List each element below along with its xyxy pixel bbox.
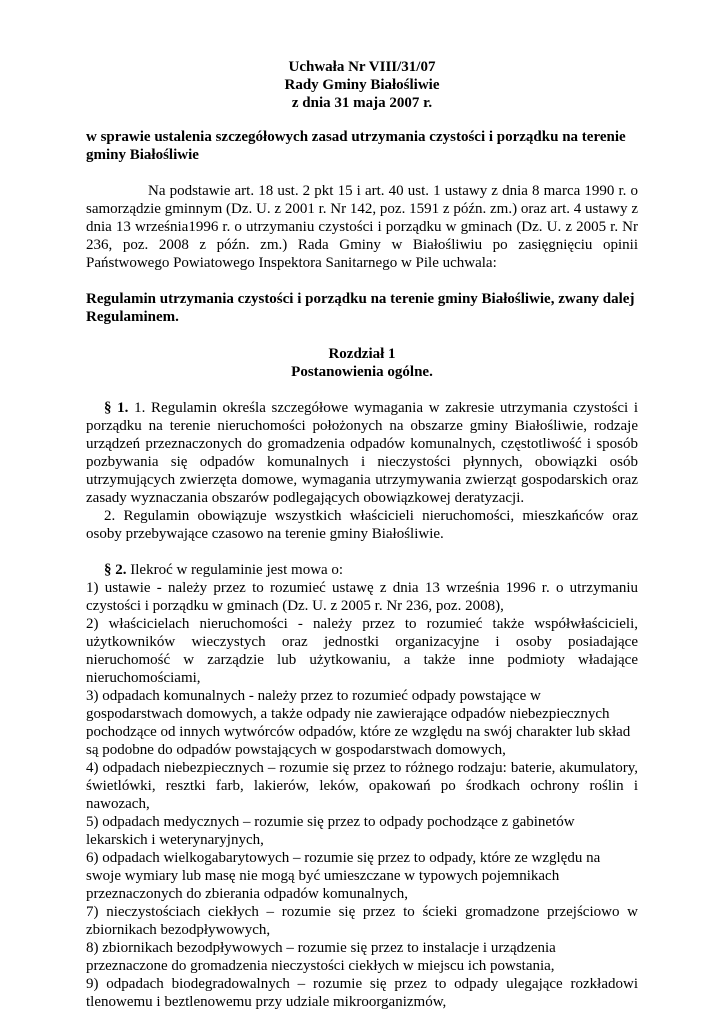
document-page bbox=[86, 58, 638, 1011]
section-1-mark: § 1. bbox=[104, 400, 129, 416]
section-1-paragraph-2: 2. Regulamin obowiązuje wszystkich właścicieli nieruchomości, mieszkańców oraz osoby przebywające czasowo na terenie gminy Białośliwie. bbox=[86, 508, 638, 542]
council-name: Rady Gminy Białośliwie bbox=[284, 77, 440, 93]
resolution-subject: w sprawie ustalenia szczegółowych zasad utrzymania czystości i porządku na terenie gminy Białośliwie bbox=[86, 129, 626, 163]
definition-item: 4) odpadach niebezpiecznych – rozumie się przez to różnego rodzaju: baterie, akumulatory, świetlówki, resztki farb, lakierów, leków, opakowań po środkach ochrony roślin i nawozach, bbox=[86, 760, 638, 812]
preamble: Na podstawie art. 18 ust. 2 pkt 15 i art. 40 ust. 1 ustawy z dnia 8 marca 1990 r. o samorządzie gminnym (Dz. U. z 2001 r. Nr 142, poz. 1591 z późn. zm.) oraz art. 4 ustawy z dnia 13 września1996 r. o utrzymaniu czystości i porządku w gminach (Dz. U. z 2005 r. Nr 236, poz. 2008 z późn. zm.) Rada Gminy w Białośliwiu po zasięgnięciu opinii Państwowego Powiatowego Inspektora Sanitarnego w Pile uchwala: bbox=[86, 183, 638, 271]
definition-item: 1) ustawie - należy przez to rozumieć ustawę z dnia 13 września 1996 r. o utrzymaniu czystości i porządku w gminach (Dz. U. z 2005 r. Nr 236, poz. 2008), bbox=[86, 580, 638, 614]
section-2-intro bbox=[86, 561, 638, 579]
definition-item: 2) właścicielach nieruchomości - należy przez to rozumieć także współwłaścicieli, użytkowników wieczystych oraz jednostki organizacyjne i osoby posiadające nieruchomość w zarządzie lub użytkowaniu, a także inne podmioty władające nieruchomościami, bbox=[86, 616, 638, 686]
definition-item: 7) nieczystościach ciekłych – rozumie się przez to ścieki gromadzone przejściowo w zbiornikach bezodpływowych, bbox=[86, 904, 638, 938]
regulation-name: Regulamin utrzymania czystości i porządku na terenie gminy Białośliwie, zwany dalej Regulaminem. bbox=[86, 291, 635, 325]
resolution-header bbox=[86, 58, 638, 112]
definition-item: 5) odpadach medycznych – rozumie się przez to odpady pochodzące z gabinetów lekarskich i weterynaryjnych, bbox=[86, 814, 575, 848]
section-2-intro-text: Ilekroć w regulaminie jest mowa o: bbox=[130, 562, 344, 578]
definition-item: 8) zbiornikach bezodpływowych – rozumie się przez to instalacje i urządzenia przeznaczone do gromadzenia nieczystości ciekłych w miejscu ich powstania, bbox=[86, 940, 556, 974]
chapter-title: Postanowienia ogólne. bbox=[291, 364, 433, 380]
chapter-number: Rozdział 1 bbox=[328, 346, 396, 362]
section-1-text-1: 1. Regulamin określa szczegółowe wymagania w zakresie utrzymania czystości i porządku na terenie nieruchomości położonych na obszarze gminy Białośliwie, rodzaje urządzeń przeznaczonych do gromadzenia odpadów komunalnych, częstotliwość i sposób pozbywania się odpadów komunalnych i nieczystości płynnych, obowiązki osób utrzymujących zwierzęta domowe, wymagania utrzymywania zwierząt gospodarskich oraz zasady wyznaczania obszarów podlegających obowiązkowej deratyzacji. bbox=[86, 400, 639, 506]
definition-item: 6) odpadach wielkogabarytowych – rozumie się przez to odpady, które ze względu na swoje wymiary lub masę nie mogą być umieszczane w typowych pojemnikach przeznaczonych do zbierania odpadów komunalnych, bbox=[86, 850, 601, 902]
resolution-title: Uchwała Nr VIII/31/07 bbox=[288, 59, 436, 75]
chapter-heading bbox=[86, 345, 638, 381]
section-1-paragraph-1 bbox=[86, 399, 638, 507]
definition-item: 9) odpadach biodegradowalnych – rozumie się przez to odpady ulegające rozkładowi tlenowemu i beztlenowemu przy udziale mikroorganizmów, bbox=[86, 976, 638, 1010]
section-2-mark: § 2. bbox=[104, 562, 127, 578]
definition-item: 3) odpadach komunalnych - należy przez to rozumieć odpady powstające w gospodarstwach domowych, a także odpady nie zawierające odpadów niebezpiecznych pochodzące od innych wytwórców odpadów, które ze względu na swój charakter lub skład są podobne do odpadów powstających w gospodarstwach domowych, bbox=[86, 688, 631, 758]
resolution-date: z dnia 31 maja 2007 r. bbox=[291, 95, 433, 111]
